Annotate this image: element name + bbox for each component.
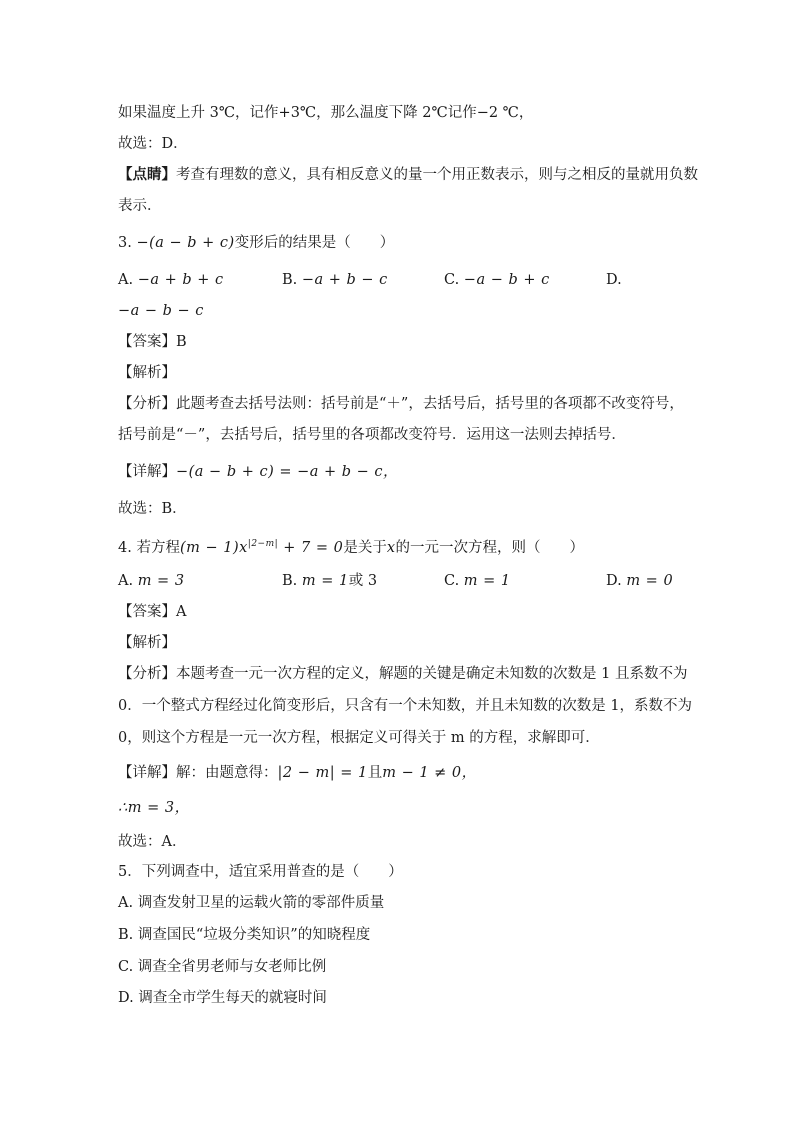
q4-fenxi-1: 【分析】本题考查一元一次方程的定义，解题的关键是确定未知数的次数是 1 且系数不为 bbox=[118, 666, 688, 682]
q4-equation-exponent: |2−m| bbox=[247, 539, 279, 549]
detail-and: 且 bbox=[367, 765, 383, 781]
option-label: B. bbox=[282, 272, 298, 288]
detail-expr-1: |2 − m| = 1 bbox=[277, 765, 368, 781]
option-label: B. bbox=[282, 573, 298, 589]
q5-option-b: B. 调查国民“垃圾分类知识”的知晓程度 bbox=[118, 927, 371, 943]
q5-option-c: C. 调查全省男老师与女老师比例 bbox=[118, 959, 327, 975]
q3-stem-text: 变形后的结果是（ ） bbox=[234, 235, 395, 251]
option-label: A. bbox=[118, 272, 134, 288]
q4-option-d bbox=[606, 571, 673, 591]
q3-stem-expr: −(a − b + c) bbox=[136, 235, 235, 251]
q3-option-a bbox=[118, 270, 224, 290]
option-expr: m = 3 bbox=[137, 573, 185, 589]
q3-option-d-label: D. bbox=[606, 272, 622, 288]
q2-comment-cont: 表示． bbox=[118, 198, 162, 214]
q4-stem bbox=[118, 534, 684, 558]
option-label: D. bbox=[606, 573, 622, 589]
q4-variable: x bbox=[386, 539, 396, 556]
q3-fenxi-1: 【分析】此题考查去括号法则：括号前是“＋”，去括号后，括号里的各项都不改变符号， bbox=[118, 396, 684, 412]
q4-stem-pre: 若方程 bbox=[136, 539, 180, 556]
q4-therefore: ∴m = 3， bbox=[118, 800, 190, 816]
q3-fenxi-2: 括号前是“－”，去括号后，括号里的各项都改变符号．运用这一法则去掉括号． bbox=[118, 427, 626, 443]
detail-tag: 【详解】解：由题意得： bbox=[118, 765, 278, 781]
option-label: A. bbox=[118, 573, 134, 589]
detail-expr-2: m − 1 ≠ 0， bbox=[382, 765, 477, 781]
option-label: C. bbox=[444, 272, 460, 288]
option-expr: m = 0 bbox=[626, 573, 674, 589]
q4-option-b bbox=[282, 571, 377, 591]
q2-choice: 故选：D． bbox=[118, 136, 188, 152]
q4-detail bbox=[118, 763, 684, 783]
q5-option-a: A. 调查发射卫星的运载火箭的零部件质量 bbox=[118, 895, 385, 911]
comment-text: 考查有理数的意义，具有相反意义的量一个用正数表示，则与之相反的量就用负数 bbox=[176, 167, 698, 183]
q4-choice: 故选：A． bbox=[118, 834, 187, 850]
q3-option-b bbox=[282, 270, 388, 290]
comment-tag: 【点睛】 bbox=[118, 166, 176, 183]
q3-analysis: 【解析】 bbox=[118, 365, 176, 381]
detail-tag: 【详解】 bbox=[118, 464, 176, 480]
option-expr: −a + b − c bbox=[301, 272, 388, 288]
option-expr: −a + b + c bbox=[137, 272, 224, 288]
q3-option-c bbox=[444, 270, 550, 290]
q4-equation-base: (m − 1)x bbox=[179, 539, 248, 556]
q4-stem-mid: 是关于 bbox=[343, 539, 387, 556]
detail-expr: −(a − b + c) = −a + b − c， bbox=[176, 464, 399, 480]
q4-analysis: 【解析】 bbox=[118, 635, 176, 651]
q5-option-d: D. 调查全市学生每天的就寝时间 bbox=[118, 990, 327, 1006]
option-expr: −a − b + c bbox=[463, 272, 550, 288]
option-suffix: 或 3 bbox=[348, 573, 378, 589]
option-label: C. bbox=[444, 573, 460, 589]
q2-comment bbox=[118, 165, 698, 185]
q4-option-a bbox=[118, 571, 185, 591]
q3-detail bbox=[118, 462, 684, 482]
q3-answer: 【答案】B bbox=[118, 334, 187, 350]
q3-choice: 故选：B． bbox=[118, 501, 187, 517]
q2-explanation-line: 如果温度上升 3℃，记作+3℃，那么温度下降 2℃记作−2 ℃， bbox=[118, 105, 534, 121]
q4-fenxi-2: 0．一个整式方程经过化简变形后，只含有一个未知数，并且未知数的次数是 1，系数不为 bbox=[118, 698, 693, 714]
q4-answer: 【答案】A bbox=[118, 604, 187, 620]
q4-fenxi-3: 0，则这个方程是一元一次方程，根据定义可得关于 m 的方程，求解即可． bbox=[118, 730, 600, 746]
q3-stem bbox=[118, 233, 684, 253]
option-expr: m = 1 bbox=[301, 573, 349, 589]
q4-number: 4. bbox=[118, 539, 132, 556]
q4-equation-rest: + 7 = 0 bbox=[278, 539, 344, 556]
option-expr: m = 1 bbox=[463, 573, 511, 589]
q3-option-d-expr: −a − b − c bbox=[118, 303, 204, 319]
q5-stem: 5．下列调查中，适宜采用普查的是（ ） bbox=[118, 864, 403, 880]
q4-stem-post: 的一元一次方程，则（ ） bbox=[395, 539, 585, 556]
q3-number: 3. bbox=[118, 235, 132, 251]
q4-option-c bbox=[444, 571, 511, 591]
